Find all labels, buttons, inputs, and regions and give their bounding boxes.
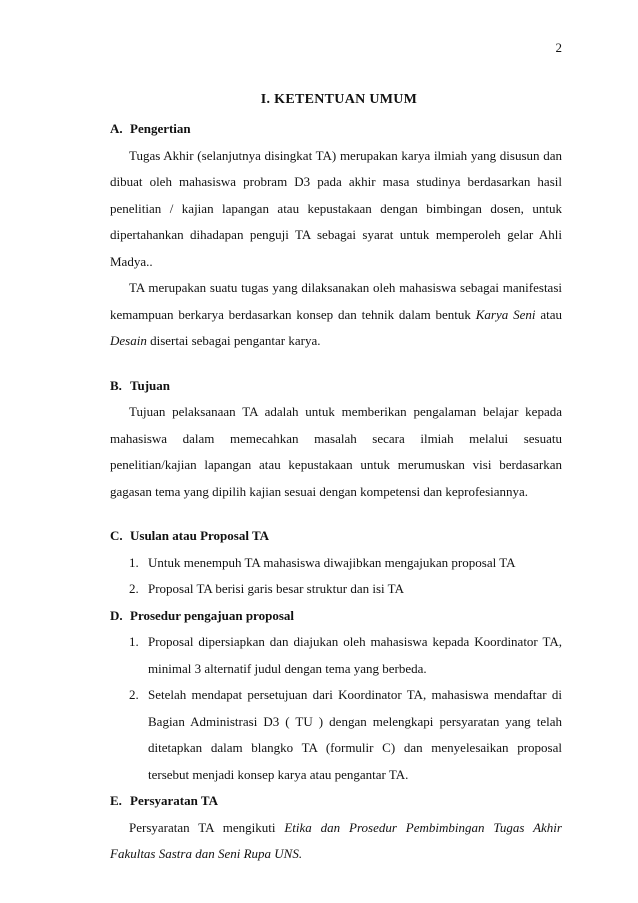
section-d-list bbox=[110, 629, 562, 788]
section-title: Usulan atau Proposal TA bbox=[130, 528, 270, 543]
text-run: Persyaratan TA mengikuti bbox=[129, 819, 285, 835]
document-body bbox=[110, 116, 562, 868]
emphasis-text: Karya Seni bbox=[475, 306, 536, 322]
text-run: disertai sebagai pengantar karya. bbox=[146, 333, 321, 348]
section-letter: B. bbox=[110, 377, 122, 393]
emphasis-text: Etika dan Prosedur Pembimbingan Tugas Akhir Fakultas Sastra dan Seni Rupa UNS. bbox=[110, 819, 562, 861]
section-title: Tujuan bbox=[130, 377, 170, 393]
chapter-title-text: I. KETENTUAN UMUM bbox=[260, 92, 418, 107]
section-title: Prosedur pengajuan proposal bbox=[130, 607, 294, 623]
text-run: TA merupakan suatu tugas yang dilaksanakan oleh mahasiswa sebagai manifestasi kemampuan berkarya berdasarkan konsep dan tehnik dalam bentuk bbox=[110, 280, 562, 322]
section-b-paragraph: Tujuan pelaksanaan TA adalah untuk memberikan pengalaman belajar kepada mahasiswa dalam memecahkan masalah secara ilmiah melalui sesuatu penelitian/kajian lapangan atau kepustakaan untuk merumuskan visi berdasarkan gagasan tema yang dipilih kajian sesuai dengan kompetensi dan keprofesiannya. bbox=[110, 404, 562, 499]
list-item bbox=[110, 629, 562, 682]
list-text: Proposal TA berisi garis besar struktur dan isi TA bbox=[148, 581, 404, 596]
section-a-heading bbox=[110, 116, 562, 143]
list-text: Untuk menempuh TA mahasiswa diwajibkan mengajukan proposal TA bbox=[148, 554, 516, 570]
section-b-heading bbox=[110, 373, 562, 400]
list-item bbox=[110, 550, 562, 577]
page-number: 2 bbox=[555, 40, 562, 55]
text-run: atau bbox=[535, 306, 562, 322]
section-title: Persyaratan TA bbox=[130, 793, 218, 808]
section-a-paragraph-2 bbox=[110, 275, 562, 355]
section-c-heading bbox=[110, 523, 562, 550]
section-d-heading bbox=[110, 603, 562, 630]
section-e-paragraph bbox=[110, 815, 562, 868]
section-letter: D. bbox=[110, 607, 123, 623]
list-item bbox=[110, 682, 562, 788]
list-number: 1. bbox=[129, 554, 139, 570]
emphasis-text: Desain bbox=[110, 333, 147, 348]
list-text: Setelah mendapat persetujuan dari Koordinator TA, mahasiswa mendaftar di Bagian Administrasi D3 ( TU ) dengan melengkapi persyaratan yang telah ditetapkan dalam blangko TA (formulir C) dan menyelesaikan proposal tersebut menjadi konsep karya atau pengantar TA. bbox=[148, 687, 562, 782]
section-c-list bbox=[110, 550, 562, 603]
list-number: 2. bbox=[129, 687, 139, 702]
section-e-heading bbox=[110, 788, 562, 815]
section-letter: C. bbox=[110, 528, 123, 543]
list-text: Proposal dipersiapkan dan diajukan oleh mahasiswa kepada Koordinator TA, minimal 3 alternatif judul dengan tema yang berbeda. bbox=[148, 634, 562, 676]
section-letter: E. bbox=[110, 793, 122, 808]
chapter-title bbox=[0, 92, 638, 108]
list-number: 1. bbox=[129, 634, 139, 649]
section-letter: A. bbox=[110, 121, 123, 136]
list-item bbox=[110, 576, 562, 603]
list-number: 2. bbox=[129, 581, 139, 596]
section-a-paragraph-1: Tugas Akhir (selanjutnya disingkat TA) merupakan karya ilmiah yang disusun dan dibuat oleh mahasiswa probram D3 pada akhir masa studinya berdasarkan hasil penelitian / kajian lapangan atau kepustakaan dengan bimbingan dosen, untuk dipertahankan dihadapan penguji TA sebagai syarat untuk memperoleh gelar Ahli Madya.. bbox=[110, 147, 562, 269]
section-title: Pengertian bbox=[130, 121, 191, 136]
